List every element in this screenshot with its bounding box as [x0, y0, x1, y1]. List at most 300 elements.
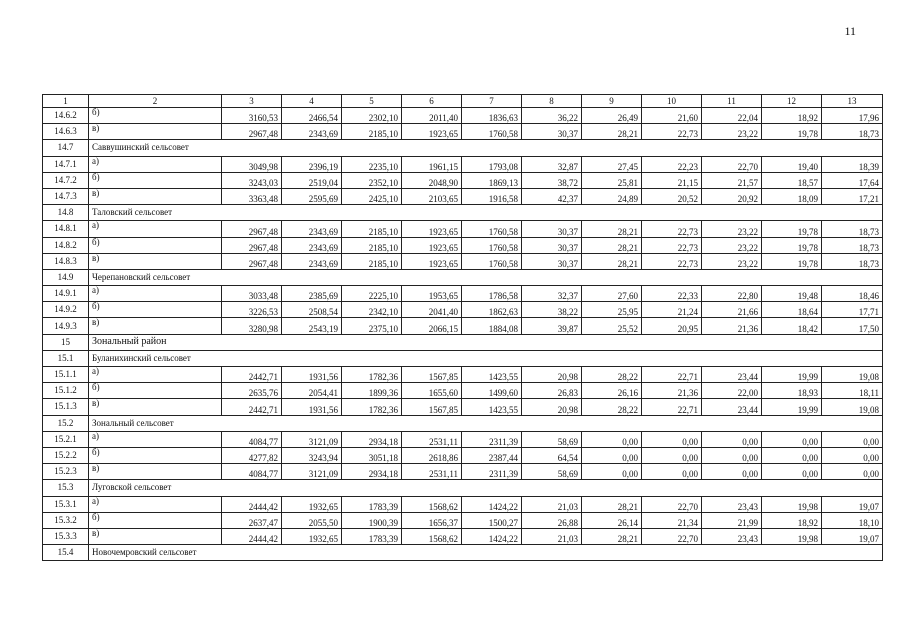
table-cell: 1760,58 [462, 253, 522, 269]
table-cell: 20,98 [522, 399, 582, 415]
table-cell: 2054,41 [282, 383, 342, 399]
row-variant: б) [89, 383, 222, 399]
table-cell: 1655,60 [402, 383, 462, 399]
table-cell: 3121,09 [282, 431, 342, 447]
row-variant: а) [89, 496, 222, 512]
table-cell: 26,83 [522, 383, 582, 399]
table-cell: 3243,94 [282, 447, 342, 463]
table-cell: 17,71 [822, 302, 883, 318]
table-cell: 19,78 [762, 124, 822, 140]
table-cell: 18,46 [822, 286, 883, 302]
table-cell: 2466,54 [282, 108, 342, 124]
section-title: Буланихинский сельсовет [89, 350, 883, 366]
table-cell: 19,48 [762, 286, 822, 302]
table-cell: 22,70 [642, 496, 702, 512]
table-cell: 2543,19 [282, 318, 342, 334]
table-cell: 64,54 [522, 447, 582, 463]
table-cell: 18,11 [822, 383, 883, 399]
table-cell: 30,37 [522, 124, 582, 140]
table-cell: 2442,71 [222, 399, 282, 415]
table-cell: 0,00 [642, 431, 702, 447]
column-header: 2 [89, 95, 222, 108]
table-cell: 1953,65 [402, 286, 462, 302]
table-cell: 2967,48 [222, 237, 282, 253]
row-code: 15.1.3 [43, 399, 89, 415]
table-cell: 21,57 [702, 172, 762, 188]
table-cell: 1923,65 [402, 124, 462, 140]
table-cell: 23,43 [702, 528, 762, 544]
table-row [43, 286, 883, 302]
table-cell: 3226,53 [222, 302, 282, 318]
table-cell: 2343,69 [282, 124, 342, 140]
table-cell: 23,22 [702, 124, 762, 140]
table-cell: 2185,10 [342, 221, 402, 237]
table-cell: 1783,39 [342, 528, 402, 544]
table-cell: 42,37 [522, 188, 582, 204]
table-cell: 1899,36 [342, 383, 402, 399]
row-code: 14.9.1 [43, 286, 89, 302]
row-variant: в) [89, 528, 222, 544]
table-cell: 1567,85 [402, 399, 462, 415]
table-cell: 1568,62 [402, 496, 462, 512]
table-cell: 23,44 [702, 367, 762, 383]
table-cell: 2425,10 [342, 188, 402, 204]
table-cell: 17,21 [822, 188, 883, 204]
table-cell: 22,73 [642, 124, 702, 140]
row-variant: в) [89, 124, 222, 140]
table-cell: 0,00 [702, 447, 762, 463]
section-title: Черепановский сельсовет [89, 269, 883, 285]
table-cell: 17,50 [822, 318, 883, 334]
table-cell: 23,22 [702, 253, 762, 269]
table-cell: 1656,37 [402, 512, 462, 528]
table-cell: 2967,48 [222, 221, 282, 237]
table-cell: 26,14 [582, 512, 642, 528]
table-cell: 1916,58 [462, 188, 522, 204]
section-title: Новочемровский сельсовет [89, 545, 883, 561]
table-cell: 2343,69 [282, 253, 342, 269]
table-cell: 2637,47 [222, 512, 282, 528]
table-cell: 2442,71 [222, 367, 282, 383]
table-cell: 0,00 [582, 447, 642, 463]
table-cell: 18,09 [762, 188, 822, 204]
table-cell: 0,00 [582, 431, 642, 447]
table-cell: 0,00 [582, 464, 642, 480]
table-cell: 2508,54 [282, 302, 342, 318]
page-number: 11 [844, 24, 856, 38]
table-cell: 21,15 [642, 172, 702, 188]
section-row [43, 480, 883, 496]
table-cell: 2342,10 [342, 302, 402, 318]
table-cell: 19,08 [822, 367, 883, 383]
table-cell: 1567,85 [402, 367, 462, 383]
table-cell: 1884,08 [462, 318, 522, 334]
table-cell: 1869,13 [462, 172, 522, 188]
table-cell: 1931,56 [282, 399, 342, 415]
row-code: 15.2.3 [43, 464, 89, 480]
row-code: 15.3 [43, 480, 89, 496]
column-header: 3 [222, 95, 282, 108]
table-cell: 18,73 [822, 221, 883, 237]
row-code: 14.8.2 [43, 237, 89, 253]
table-cell: 1782,36 [342, 399, 402, 415]
row-variant: в) [89, 464, 222, 480]
table-cell: 23,22 [702, 221, 762, 237]
table-cell: 2343,69 [282, 221, 342, 237]
column-header: 8 [522, 95, 582, 108]
table-cell: 19,99 [762, 367, 822, 383]
table-cell: 28,22 [582, 399, 642, 415]
row-code: 15.3.3 [43, 528, 89, 544]
table-cell: 18,73 [822, 237, 883, 253]
column-header: 11 [702, 95, 762, 108]
row-code: 15 [43, 334, 89, 350]
table-cell: 18,64 [762, 302, 822, 318]
table-cell: 2375,10 [342, 318, 402, 334]
table-cell: 2934,18 [342, 431, 402, 447]
table-cell: 18,42 [762, 318, 822, 334]
row-variant: а) [89, 221, 222, 237]
table-cell: 2311,39 [462, 464, 522, 480]
table-cell: 19,08 [822, 399, 883, 415]
table-cell: 23,43 [702, 496, 762, 512]
row-code: 15.4 [43, 545, 89, 561]
section-row [43, 545, 883, 561]
row-code: 14.8 [43, 205, 89, 221]
row-code: 15.1 [43, 350, 89, 366]
table-cell: 3051,18 [342, 447, 402, 463]
row-code: 14.6.2 [43, 108, 89, 124]
row-variant: в) [89, 399, 222, 415]
table-cell: 0,00 [822, 447, 883, 463]
table-cell: 22,70 [642, 528, 702, 544]
table-cell: 22,73 [642, 253, 702, 269]
table-cell: 1932,65 [282, 528, 342, 544]
table-cell: 0,00 [822, 431, 883, 447]
table-cell: 36,22 [522, 108, 582, 124]
row-code: 14.8.3 [43, 253, 89, 269]
section-row [43, 269, 883, 285]
table-cell: 3280,98 [222, 318, 282, 334]
table-row [43, 172, 883, 188]
table-cell: 1900,39 [342, 512, 402, 528]
table-cell: 20,98 [522, 367, 582, 383]
table-cell: 23,22 [702, 237, 762, 253]
table-cell: 2103,65 [402, 188, 462, 204]
table-cell: 3033,48 [222, 286, 282, 302]
table-cell: 1931,56 [282, 367, 342, 383]
table-cell: 22,33 [642, 286, 702, 302]
section-row [43, 205, 883, 221]
table-cell: 1424,22 [462, 528, 522, 544]
table-cell: 28,21 [582, 221, 642, 237]
table-cell: 18,73 [822, 124, 883, 140]
row-code: 15.3.2 [43, 512, 89, 528]
table-cell: 38,72 [522, 172, 582, 188]
row-code: 14.7.1 [43, 156, 89, 172]
table-cell: 1961,15 [402, 156, 462, 172]
row-variant: а) [89, 156, 222, 172]
table-cell: 1423,55 [462, 367, 522, 383]
table-cell: 19,99 [762, 399, 822, 415]
table-cell: 2225,10 [342, 286, 402, 302]
section-row [43, 140, 883, 156]
section-title: Таловский сельсовет [89, 205, 883, 221]
table-row [43, 496, 883, 512]
table-cell: 2967,48 [222, 124, 282, 140]
table-cell: 1760,58 [462, 237, 522, 253]
column-header: 5 [342, 95, 402, 108]
table-cell: 2387,44 [462, 447, 522, 463]
table-cell: 0,00 [642, 447, 702, 463]
table-cell: 22,71 [642, 399, 702, 415]
table-cell: 26,16 [582, 383, 642, 399]
table-cell: 2235,10 [342, 156, 402, 172]
row-variant: б) [89, 302, 222, 318]
row-code: 15.3.1 [43, 496, 89, 512]
table-cell: 1923,65 [402, 237, 462, 253]
table-cell: 18,73 [822, 253, 883, 269]
table-row [43, 237, 883, 253]
table-cell: 30,37 [522, 221, 582, 237]
table-cell: 2343,69 [282, 237, 342, 253]
table-cell: 1782,36 [342, 367, 402, 383]
table-row [43, 431, 883, 447]
table-cell: 27,45 [582, 156, 642, 172]
table-row [43, 383, 883, 399]
region-row [43, 334, 883, 350]
table-cell: 22,73 [642, 237, 702, 253]
table-cell: 28,21 [582, 237, 642, 253]
table-header-row [43, 95, 883, 108]
row-code: 15.2.1 [43, 431, 89, 447]
table-cell: 3363,48 [222, 188, 282, 204]
table-cell: 22,70 [702, 156, 762, 172]
column-header: 6 [402, 95, 462, 108]
table-cell: 22,23 [642, 156, 702, 172]
table-body [43, 108, 883, 561]
row-variant: а) [89, 286, 222, 302]
table-cell: 21,34 [642, 512, 702, 528]
section-row [43, 350, 883, 366]
table-row [43, 399, 883, 415]
table-cell: 20,95 [642, 318, 702, 334]
table-cell: 27,60 [582, 286, 642, 302]
table-row [43, 512, 883, 528]
table-cell: 2311,39 [462, 431, 522, 447]
table-cell: 3121,09 [282, 464, 342, 480]
table-cell: 21,36 [702, 318, 762, 334]
table-cell: 18,93 [762, 383, 822, 399]
table-cell: 2011,40 [402, 108, 462, 124]
tariff-table [42, 94, 883, 561]
table-cell: 19,07 [822, 496, 883, 512]
table-cell: 4084,77 [222, 431, 282, 447]
table-cell: 2185,10 [342, 253, 402, 269]
row-variant: б) [89, 447, 222, 463]
table-cell: 0,00 [762, 447, 822, 463]
table-cell: 20,52 [642, 188, 702, 204]
table-cell: 21,60 [642, 108, 702, 124]
row-variant: б) [89, 237, 222, 253]
table-cell: 4277,82 [222, 447, 282, 463]
column-header: 10 [642, 95, 702, 108]
section-title: Зональный сельсовет [89, 415, 883, 431]
table-row [43, 156, 883, 172]
table-cell: 1923,65 [402, 221, 462, 237]
table-cell: 25,81 [582, 172, 642, 188]
table-cell: 21,03 [522, 496, 582, 512]
table-cell: 1760,58 [462, 124, 522, 140]
row-variant: б) [89, 108, 222, 124]
table-row [43, 447, 883, 463]
table-cell: 17,64 [822, 172, 883, 188]
row-variant: б) [89, 512, 222, 528]
table-cell: 0,00 [702, 464, 762, 480]
table-cell: 32,37 [522, 286, 582, 302]
table-cell: 3160,53 [222, 108, 282, 124]
row-variant: в) [89, 253, 222, 269]
table-cell: 2048,90 [402, 172, 462, 188]
table-cell: 1760,58 [462, 221, 522, 237]
table-cell: 21,99 [702, 512, 762, 528]
table-cell: 19,40 [762, 156, 822, 172]
table-cell: 4084,77 [222, 464, 282, 480]
table-cell: 2185,10 [342, 237, 402, 253]
table-cell: 0,00 [762, 464, 822, 480]
table-cell: 2302,10 [342, 108, 402, 124]
table-cell: 2635,76 [222, 383, 282, 399]
table-cell: 2934,18 [342, 464, 402, 480]
row-code: 14.7.2 [43, 172, 89, 188]
table-cell: 21,24 [642, 302, 702, 318]
row-variant: в) [89, 318, 222, 334]
table-row [43, 221, 883, 237]
table-cell: 28,21 [582, 124, 642, 140]
table-cell: 18,10 [822, 512, 883, 528]
table-cell: 2967,48 [222, 253, 282, 269]
table-cell: 20,92 [702, 188, 762, 204]
table-cell: 3049,98 [222, 156, 282, 172]
table-cell: 19,78 [762, 237, 822, 253]
table-row [43, 253, 883, 269]
table-cell: 1786,58 [462, 286, 522, 302]
column-header: 4 [282, 95, 342, 108]
table-cell: 1568,62 [402, 528, 462, 544]
table-cell: 18,92 [762, 512, 822, 528]
table-cell: 26,88 [522, 512, 582, 528]
table-cell: 2618,86 [402, 447, 462, 463]
row-code: 14.7 [43, 140, 89, 156]
table-cell: 19,78 [762, 221, 822, 237]
table-cell: 2444,42 [222, 496, 282, 512]
table-cell: 18,57 [762, 172, 822, 188]
table-cell: 2041,40 [402, 302, 462, 318]
table-cell: 38,22 [522, 302, 582, 318]
table-cell: 22,73 [642, 221, 702, 237]
column-header: 7 [462, 95, 522, 108]
row-code: 15.2.2 [43, 447, 89, 463]
table-cell: 2385,69 [282, 286, 342, 302]
region-title: Зональный район [89, 334, 883, 350]
table-row [43, 108, 883, 124]
table-cell: 1500,27 [462, 512, 522, 528]
table-row [43, 302, 883, 318]
table-cell: 17,96 [822, 108, 883, 124]
row-code: 15.2 [43, 415, 89, 431]
table-cell: 58,69 [522, 464, 582, 480]
table-cell: 2444,42 [222, 528, 282, 544]
row-code: 14.6.3 [43, 124, 89, 140]
column-header: 1 [43, 95, 89, 108]
row-variant: б) [89, 172, 222, 188]
table-row [43, 528, 883, 544]
table-cell: 24,89 [582, 188, 642, 204]
row-variant: в) [89, 188, 222, 204]
table-row [43, 188, 883, 204]
table-cell: 2352,10 [342, 172, 402, 188]
table-cell: 19,78 [762, 253, 822, 269]
table-cell: 2531,11 [402, 431, 462, 447]
table-cell: 22,04 [702, 108, 762, 124]
table-cell: 22,00 [702, 383, 762, 399]
row-code: 14.9.3 [43, 318, 89, 334]
table-cell: 1424,22 [462, 496, 522, 512]
table-cell: 22,80 [702, 286, 762, 302]
table-cell: 25,95 [582, 302, 642, 318]
table-cell: 25,52 [582, 318, 642, 334]
row-code: 14.8.1 [43, 221, 89, 237]
table-cell: 3243,03 [222, 172, 282, 188]
table-cell: 28,21 [582, 253, 642, 269]
table-cell: 0,00 [822, 464, 883, 480]
table-cell: 18,92 [762, 108, 822, 124]
table-row [43, 367, 883, 383]
table-cell: 58,69 [522, 431, 582, 447]
table-cell: 1783,39 [342, 496, 402, 512]
table-cell: 21,03 [522, 528, 582, 544]
table-row [43, 124, 883, 140]
row-variant: а) [89, 431, 222, 447]
section-row [43, 415, 883, 431]
section-title: Луговской сельсовет [89, 480, 883, 496]
table-cell: 2066,15 [402, 318, 462, 334]
column-header: 13 [822, 95, 883, 108]
row-code: 14.7.3 [43, 188, 89, 204]
table-cell: 0,00 [642, 464, 702, 480]
table-cell: 2595,69 [282, 188, 342, 204]
table-cell: 28,22 [582, 367, 642, 383]
table-cell: 1862,63 [462, 302, 522, 318]
table-cell: 2531,11 [402, 464, 462, 480]
table-cell: 0,00 [762, 431, 822, 447]
table-cell: 30,37 [522, 237, 582, 253]
table-cell: 1923,65 [402, 253, 462, 269]
table-cell: 1836,63 [462, 108, 522, 124]
table-cell: 0,00 [702, 431, 762, 447]
table-cell: 28,21 [582, 528, 642, 544]
table-cell: 19,98 [762, 496, 822, 512]
table-cell: 1499,60 [462, 383, 522, 399]
table-cell: 28,21 [582, 496, 642, 512]
row-variant: а) [89, 367, 222, 383]
table-cell: 23,44 [702, 399, 762, 415]
table-row [43, 464, 883, 480]
table-cell: 32,87 [522, 156, 582, 172]
table-cell: 1793,08 [462, 156, 522, 172]
table-cell: 22,71 [642, 367, 702, 383]
column-header: 12 [762, 95, 822, 108]
